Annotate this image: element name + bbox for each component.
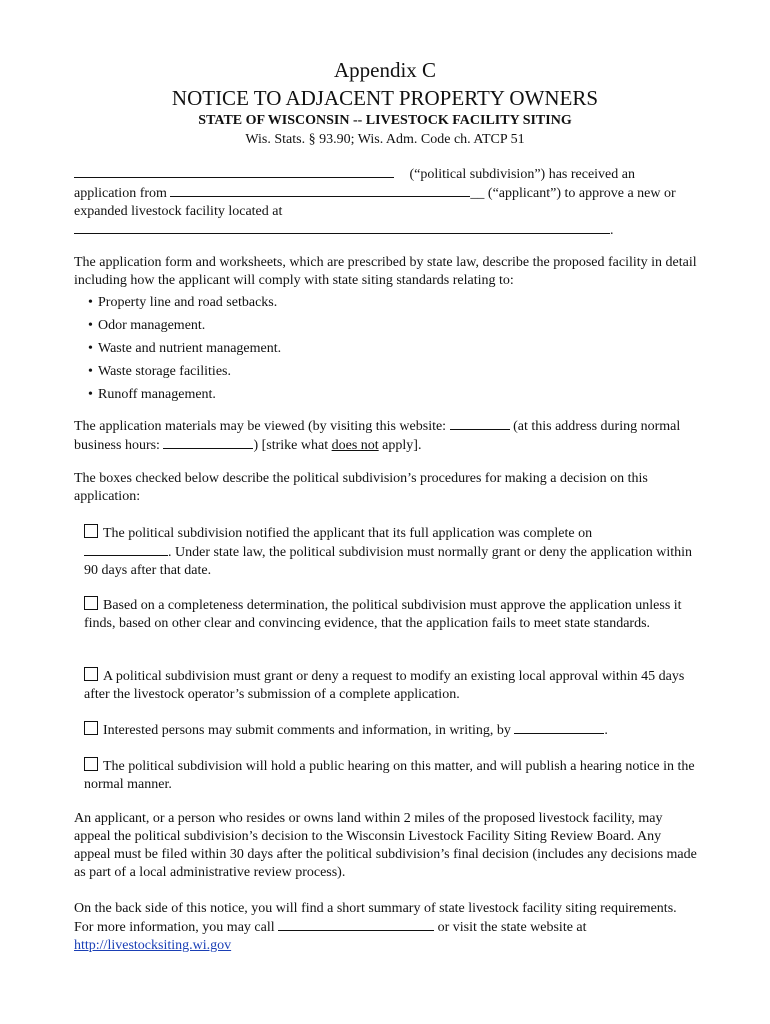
checkbox[interactable]	[84, 524, 98, 538]
appendix-label: Appendix C	[333, 58, 437, 82]
website-blank[interactable]	[450, 417, 510, 430]
list-item: • Runoff management.	[74, 386, 281, 409]
application-paragraph: The application form and worksheets, which are prescribed by state law, describe the proposed facility in detail including how the applicant will comply with state siting standards relating to:	[74, 255, 697, 288]
applicant-blank[interactable]	[170, 184, 470, 197]
political-subdivision-blank[interactable]	[74, 165, 394, 178]
standards-list	[74, 294, 281, 409]
list-item: • Property line and road setbacks.	[74, 294, 281, 317]
statute-line: Wis. Stats. § 93.90; Wis. Adm. Code ch. ATCP 51	[245, 132, 525, 147]
viewing-paragraph: The application materials may be viewed (by visiting this website: (at this address during normal business hours: ) [strike what does not apply].	[74, 419, 681, 453]
location-blank[interactable]	[74, 221, 610, 234]
checkbox[interactable]	[84, 596, 98, 610]
checkbox[interactable]	[84, 667, 98, 681]
comments-date-blank[interactable]	[514, 721, 604, 734]
list-item: • Waste and nutrient management.	[74, 340, 281, 363]
checkbox-item-completeness: Based on a completeness determination, the political subdivision must approve the application unless it finds, based on other clear and convincing evidence, that the application fails to meet state standards.	[84, 598, 682, 631]
checkbox-item-modify: A political subdivision must grant or deny a request to modify an existing local approval within 45 days after the livestock operator’s submission of a complete application.	[84, 669, 685, 702]
appeal-paragraph: An applicant, or a person who resides or owns land within 2 miles of the proposed livestock facility, may appeal the political subdivision’s decision to the Wisconsin Livestock Facility Siting Review Board. Any appeal must be filed within 30 days after the political subdivision’s final decision (includes any decisions made as part of a local administrative review process).	[74, 811, 697, 880]
checkbox-item-hearing: The political subdivision will hold a public hearing on this matter, and will publish a hearing notice in the normal manner.	[84, 759, 695, 792]
checkbox[interactable]	[84, 757, 98, 771]
list-item: • Waste storage facilities.	[74, 363, 281, 386]
complete-date-blank[interactable]	[84, 543, 168, 556]
list-item: • Odor management.	[74, 317, 281, 340]
checkbox-item-complete: The political subdivision notified the applicant that its full application was complete on . Under state law, the political subdivision must normally grant or deny the application within 90 days after that date.	[84, 526, 692, 578]
address-blank[interactable]	[163, 436, 253, 449]
checkbox[interactable]	[84, 721, 98, 735]
state-line: STATE OF WISCONSIN -- LIVESTOCK FACILITY SITING	[198, 113, 572, 128]
intro-paragraph: (“political subdivision”) has received an application from __ (“applicant”) to approve a new or expanded livestock facility located at .	[74, 167, 676, 238]
boxes-intro: The boxes checked below describe the political subdivision’s procedures for making a decision on this application:	[74, 471, 648, 504]
checkbox-item-comments: Interested persons may submit comments and information, in writing, by .	[84, 721, 698, 740]
state-website-link[interactable]: http://livestocksiting.wi.gov	[74, 938, 232, 953]
back-side-paragraph: On the back side of this notice, you will find a short summary of state livestock facility siting requirements. For more information, you may call or visit the state website at http://livestocksiting.wi.gov	[74, 901, 677, 953]
phone-blank[interactable]	[278, 918, 434, 931]
notice-title: NOTICE TO ADJACENT PROPERTY OWNERS	[171, 86, 599, 110]
